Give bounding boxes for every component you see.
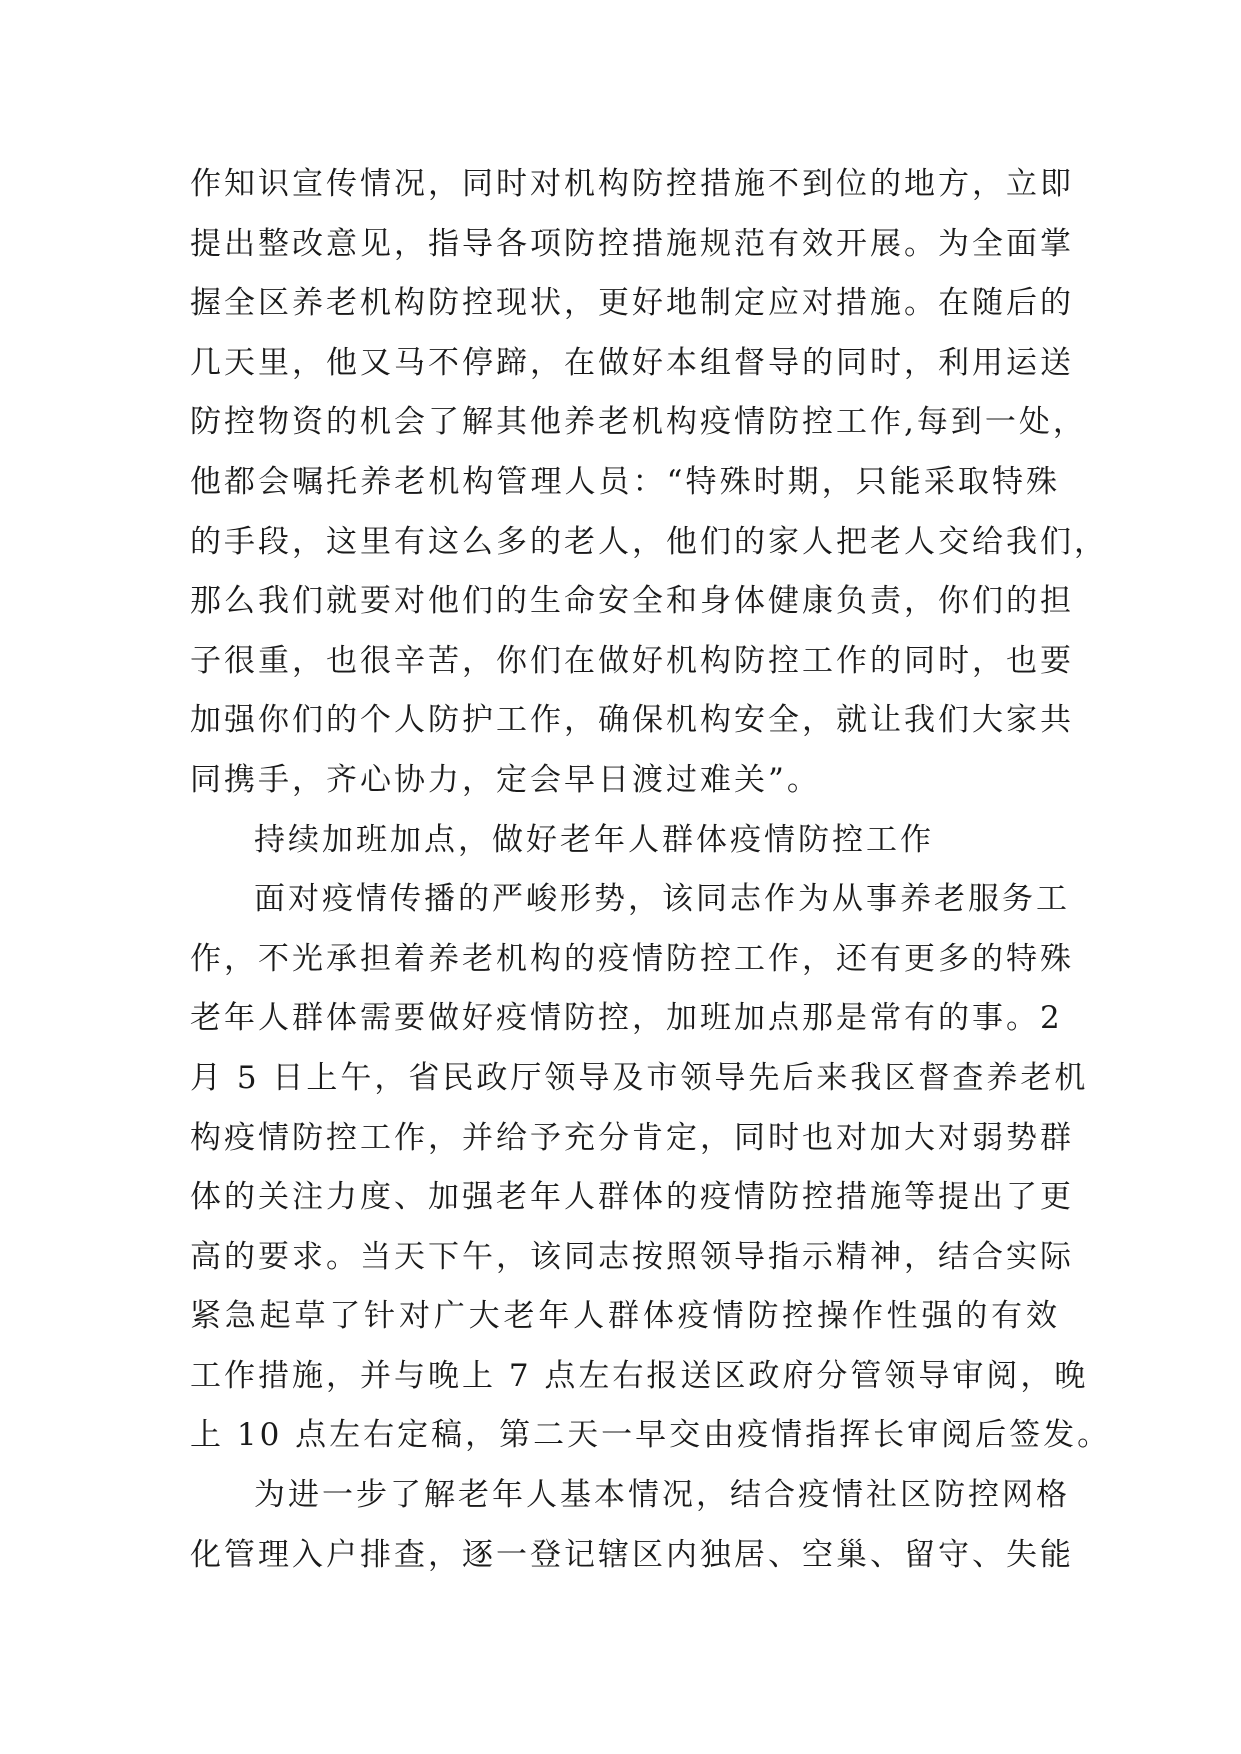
text-line-8: 那么我们就要对他们的生命安全和身体健康负责，你们的担 (190, 583, 1074, 620)
text-line-4: 几天里，他又马不停蹄，在做好本组督导的同时，利用运送 (190, 344, 1074, 381)
text-line-3: 握全区养老机构防控现状，更好地制定应对措施。在随后的 (190, 285, 1074, 322)
text-line-16: 月 5 日上午，省民政厅领导及市领导先后来我区督查养老机 (190, 1059, 1089, 1096)
text-line-24: 化管理入户排查，逐一登记辖区内独居、空巢、留守、失能 (190, 1536, 1074, 1573)
text-line-13: 面对疫情传播的严峻形势，该同志作为从事养老服务工 (254, 881, 1070, 918)
text-line-11: 同携手，齐心协力，定会早日渡过难关”。 (190, 761, 821, 798)
text-line-17: 构疫情防控工作，并给予充分肯定，同时也对加大对弱势群 (190, 1119, 1074, 1156)
text-line-7: 的手段，这里有这么多的老人，他们的家人把老人交给我们， (190, 523, 1108, 560)
text-line-2: 提出整改意见，指导各项防控措施规范有效开展。为全面掌 (190, 225, 1074, 262)
text-line-14: 作，不光承担着养老机构的疫情防控工作，还有更多的特殊 (190, 940, 1074, 977)
text-line-15: 老年人群体需要做好疫情防控，加班加点那是常有的事。2 (190, 1000, 1063, 1037)
document-body (190, 155, 1112, 1585)
text-line-21: 工作措施，并与晚上 7 点左右报送区政府分管领导审阅，晚 (190, 1357, 1089, 1394)
text-line-23: 为进一步了解老年人基本情况，结合疫情社区防控网格 (254, 1477, 1070, 1514)
text-line-5: 防控物资的机会了解其他养老机构疫情防控工作,每到一处， (190, 404, 1087, 441)
text-line-6: 他都会嘱托养老机构管理人员：“特殊时期，只能采取特殊 (190, 463, 1060, 500)
text-line-10: 加强你们的个人防护工作，确保机构安全，就让我们大家共 (190, 702, 1074, 739)
text-line-20: 紧急起草了针对广大老年人群体疫情防控操作性强的有效 (190, 1298, 1060, 1335)
section-heading: 持续加班加点，做好老年人群体疫情防控工作 (254, 821, 934, 858)
text-line-1: 作知识宣传情况，同时对机构防控措施不到位的地方，立即 (190, 166, 1074, 202)
text-line-9: 子很重，也很辛苦，你们在做好机构防控工作的同时，也要 (190, 642, 1074, 679)
text-line-18: 体的关注力度、加强老年人群体的疫情防控措施等提出了更 (190, 1179, 1074, 1216)
text-line-22: 上 10 点左右定稿，第二天一早交由疫情指挥长审阅后签发。 (190, 1417, 1112, 1454)
text-line-19: 高的要求。当天下午，该同志按照领导指示精神，结合实际 (190, 1238, 1074, 1275)
